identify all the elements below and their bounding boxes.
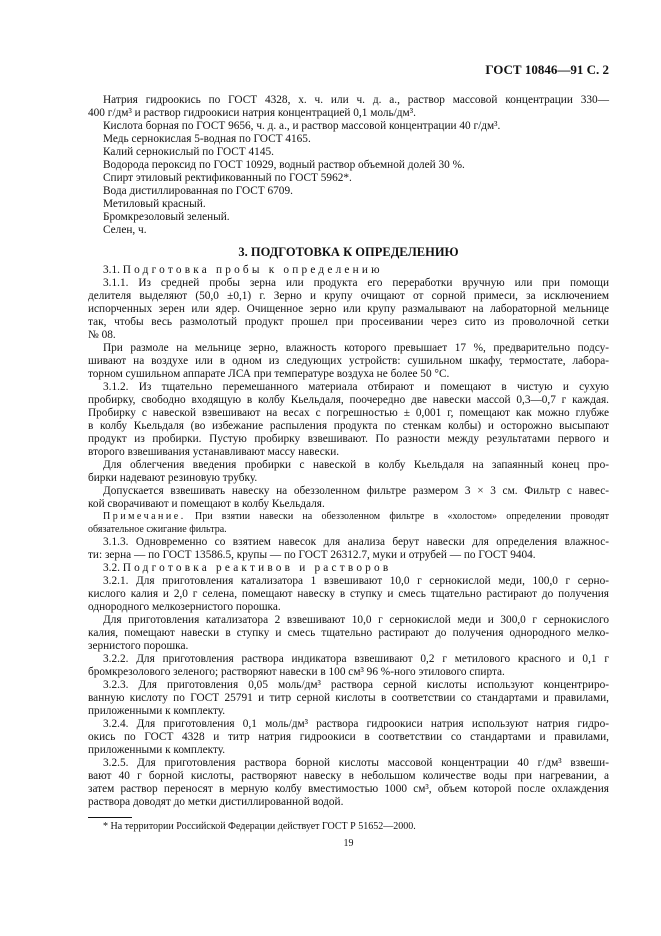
text-line: № 08.: [88, 329, 116, 341]
text-line: Для облегчения введения пробирки с навеской в колбу Кьельдаля на запаянный конец про-: [103, 459, 609, 471]
paragraph: [88, 185, 609, 198]
paragraph: [88, 757, 609, 809]
text-line: ванную кислоту по ГОСТ 25791 и титр серной кислоты в соответствии со стандартами и правилами,: [88, 692, 609, 704]
text-line: Калий сернокислый по ГОСТ 4145.: [103, 146, 274, 158]
text-line: Натрия гидроокись по ГОСТ 4328, х. ч. или ч. д. а., раствор массовой концентрации 330—: [103, 94, 609, 106]
paragraph: [88, 277, 609, 342]
text-line: Водорода пероксид по ГОСТ 10929, водный раствор объемной долей 30 %.: [103, 159, 465, 171]
note-text: При взятии навески на обеззоленном фильтре в «холостом» определении проводят: [194, 511, 609, 522]
paragraph: [88, 575, 609, 614]
paragraph: [88, 224, 609, 237]
text-line: так, чтобы весь размолотый продукт прошел при просеивании через сито из проволочной сетки: [88, 316, 609, 328]
paragraph: [88, 159, 609, 172]
document-body: [88, 94, 609, 809]
subsection-number: 3.1.: [103, 264, 120, 276]
text-line: раствора доводят до метки дистиллированной водой.: [88, 796, 344, 808]
text-line: 3.2.5. Для приготовления раствора борной кислоты массовой концентрации 40 г/дм³ взвеши-: [103, 757, 609, 769]
paragraph: [88, 133, 609, 146]
note-label: Примечание.: [103, 511, 186, 522]
text-line: делителя выделяют (50,0 ±0,1) г. Зерно и крупу очищают от сорной примеси, за исключением: [88, 290, 609, 302]
text-line: вают 40 г борной кислоты, растворяют навеску в небольшом количестве воды при нагревании, а: [88, 770, 609, 782]
text-line: Медь сернокислая 5-водная по ГОСТ 4165.: [103, 133, 311, 145]
paragraph: [88, 614, 609, 653]
text-line: испорченных зерен или ядер. Очищенное зерно или крупу размалывают на лабораторной мельнице: [88, 303, 609, 315]
text-line: 3.1.2. Из тщательно перемешанного материала отбирают и помещают в чистую и сухую: [103, 381, 609, 393]
text-line: При размоле на мельнице зерно, влажность которого превышает 17 %, предварительно подсу-: [103, 342, 609, 354]
paragraph: [88, 120, 609, 133]
text-line: в колбу Кьельдаля (во избежание распыления продукта по стенкам колбы) и осторожно высыпают: [88, 420, 609, 432]
page-header: ГОСТ 10846—91 С. 2: [485, 62, 609, 77]
paragraph: [88, 653, 609, 679]
paragraph: [88, 211, 609, 224]
subsection-title: Подготовка пробы к определению: [122, 264, 383, 276]
text-line: 3.2.4. Для приготовления 0,1 моль/дм³ раствора гидроокиси натрия используют натрия гидро-: [103, 718, 609, 730]
text-line: Для приготовления катализатора 2 взвешивают 10,0 г сернокислой меди и 300,0 г сернокислого: [103, 614, 609, 626]
text-line: Кислота борная по ГОСТ 9656, ч. д. а., и раствор массовой концентрации 40 г/дм³.: [103, 120, 501, 132]
text-line: зернистого порошка.: [88, 640, 189, 652]
paragraph: [88, 536, 609, 562]
text-line: Вода дистиллированная по ГОСТ 6709.: [103, 185, 293, 197]
text-line: Селен, ч.: [103, 224, 147, 236]
text-line: приложенными к комплекту.: [88, 705, 226, 717]
subsection-number: 3.2.: [103, 562, 120, 574]
paragraph: [88, 198, 609, 211]
paragraph: [88, 172, 609, 185]
paragraph: [88, 459, 609, 485]
paragraph: [88, 146, 609, 159]
text-line: ти: зерна — по ГОСТ 13586.5, крупы — по ГОСТ 26312.7, муки и отрубей — по ГОСТ 9404.: [88, 549, 536, 561]
note: [88, 511, 609, 536]
paragraph: [88, 342, 609, 381]
text-line: калия, помещают навески в ступку и смесь тщательно растирают до получения однородного мелко-: [88, 627, 609, 639]
text-line: пробирку, свободно входящую в колбу Кьельдаля, поочередно две навески массой 0,3—0,7 г каждая.: [88, 394, 609, 406]
text-line: 3.2.2. Для приготовления раствора индикатора взвешивают 0,2 г метилового красного и 0,1 г: [103, 653, 609, 665]
footnote: * На территории Российской Федерации действует ГОСТ Р 51652—2000.: [103, 821, 416, 832]
text-line: Допускается взвешивать навеску на обеззоленном фильтре размером 3 × 3 см. Фильтр с навес-: [103, 485, 609, 497]
paragraph: [88, 718, 609, 757]
text-line: бирки надевают резиновую трубку.: [88, 472, 258, 484]
page-flow: [88, 94, 609, 850]
text-line: 3.2.1. Для приготовления катализатора 1 взвешивают 10,0 г сернокислой меди, 100,0 г серно-: [103, 575, 609, 587]
text-line: окись по ГОСТ 4328 и титр натрия гидроокиси в соответствии со стандартами и правилами,: [88, 731, 609, 743]
text-line: 400 г/дм³ и раствор гидроокиси натрия концентрацией 0,1 моль/дм³.: [88, 107, 416, 119]
text-line: Спирт этиловый ректификованный по ГОСТ 5962*.: [103, 172, 352, 184]
text-line: торном сушильном аппарате ЛСА при температуре воздуха не более 50 °С.: [88, 368, 450, 380]
text-line: бромкрезолового зеленого; растворяют навески в 100 см³ 96 %-ного этилового спирта.: [88, 666, 505, 678]
text-line: шивают на воздухе или в одном из следующих устройств: сушильном шкафу, термостате, лабора-: [88, 355, 609, 367]
text-line: [88, 511, 609, 524]
text-line: 3.1.3. Одновременно со взятием навесок для анализа берут навески для определения влажнос-: [103, 536, 609, 548]
text-line: 3.2.3. Для приготовления 0,05 моль/дм³ раствора серной кислоты используют концентриро-: [103, 679, 609, 691]
text-line: кислого калия и 2,0 г селена, помещают навеску в ступку и смесь тщательно растирают до получения: [88, 588, 609, 600]
paragraph: [88, 485, 609, 511]
text-line: кой сворачивают и помещают в колбу Кьельдаля.: [88, 498, 325, 510]
subsection-heading: [88, 264, 609, 277]
text-line: обязательное сжигание фильтра.: [88, 523, 227, 535]
paragraph: [88, 679, 609, 718]
subsection-title: Подготовка реактивов и растворов: [122, 562, 392, 574]
text-line: однородного мелкозернистого порошка.: [88, 601, 281, 613]
text-line: продукт из пробирки. Пустую пробирку взвешивают. По разности между результатами первого и: [88, 433, 609, 445]
section-heading: 3. ПОДГОТОВКА К ОПРЕДЕЛЕНИЮ: [238, 245, 459, 259]
subsection-heading: [88, 562, 609, 575]
text-line: приложенными к комплекту.: [88, 744, 226, 756]
footnote-divider: [88, 817, 132, 818]
text-line: второго взвешивания устанавливают массу навески.: [88, 446, 340, 458]
text-line: затем раствор переносят в мерную колбу вместимостью 1000 см³, объем которой после охлаждения: [88, 783, 609, 795]
text-line: 3.1.1. Из средней пробы зерна или продукта его переработки вручную или при помощи: [103, 277, 609, 289]
page-number: 19: [343, 838, 354, 849]
text-line: Метиловый красный.: [103, 198, 206, 210]
paragraph: [88, 94, 609, 120]
paragraph: [88, 381, 609, 459]
text-line: Пробирку с навеской взвешивают на весах с погрешностью ± 0,001 г, помещают как можно глубже: [88, 407, 609, 419]
text-line: Бромкрезоловый зеленый.: [103, 211, 230, 223]
